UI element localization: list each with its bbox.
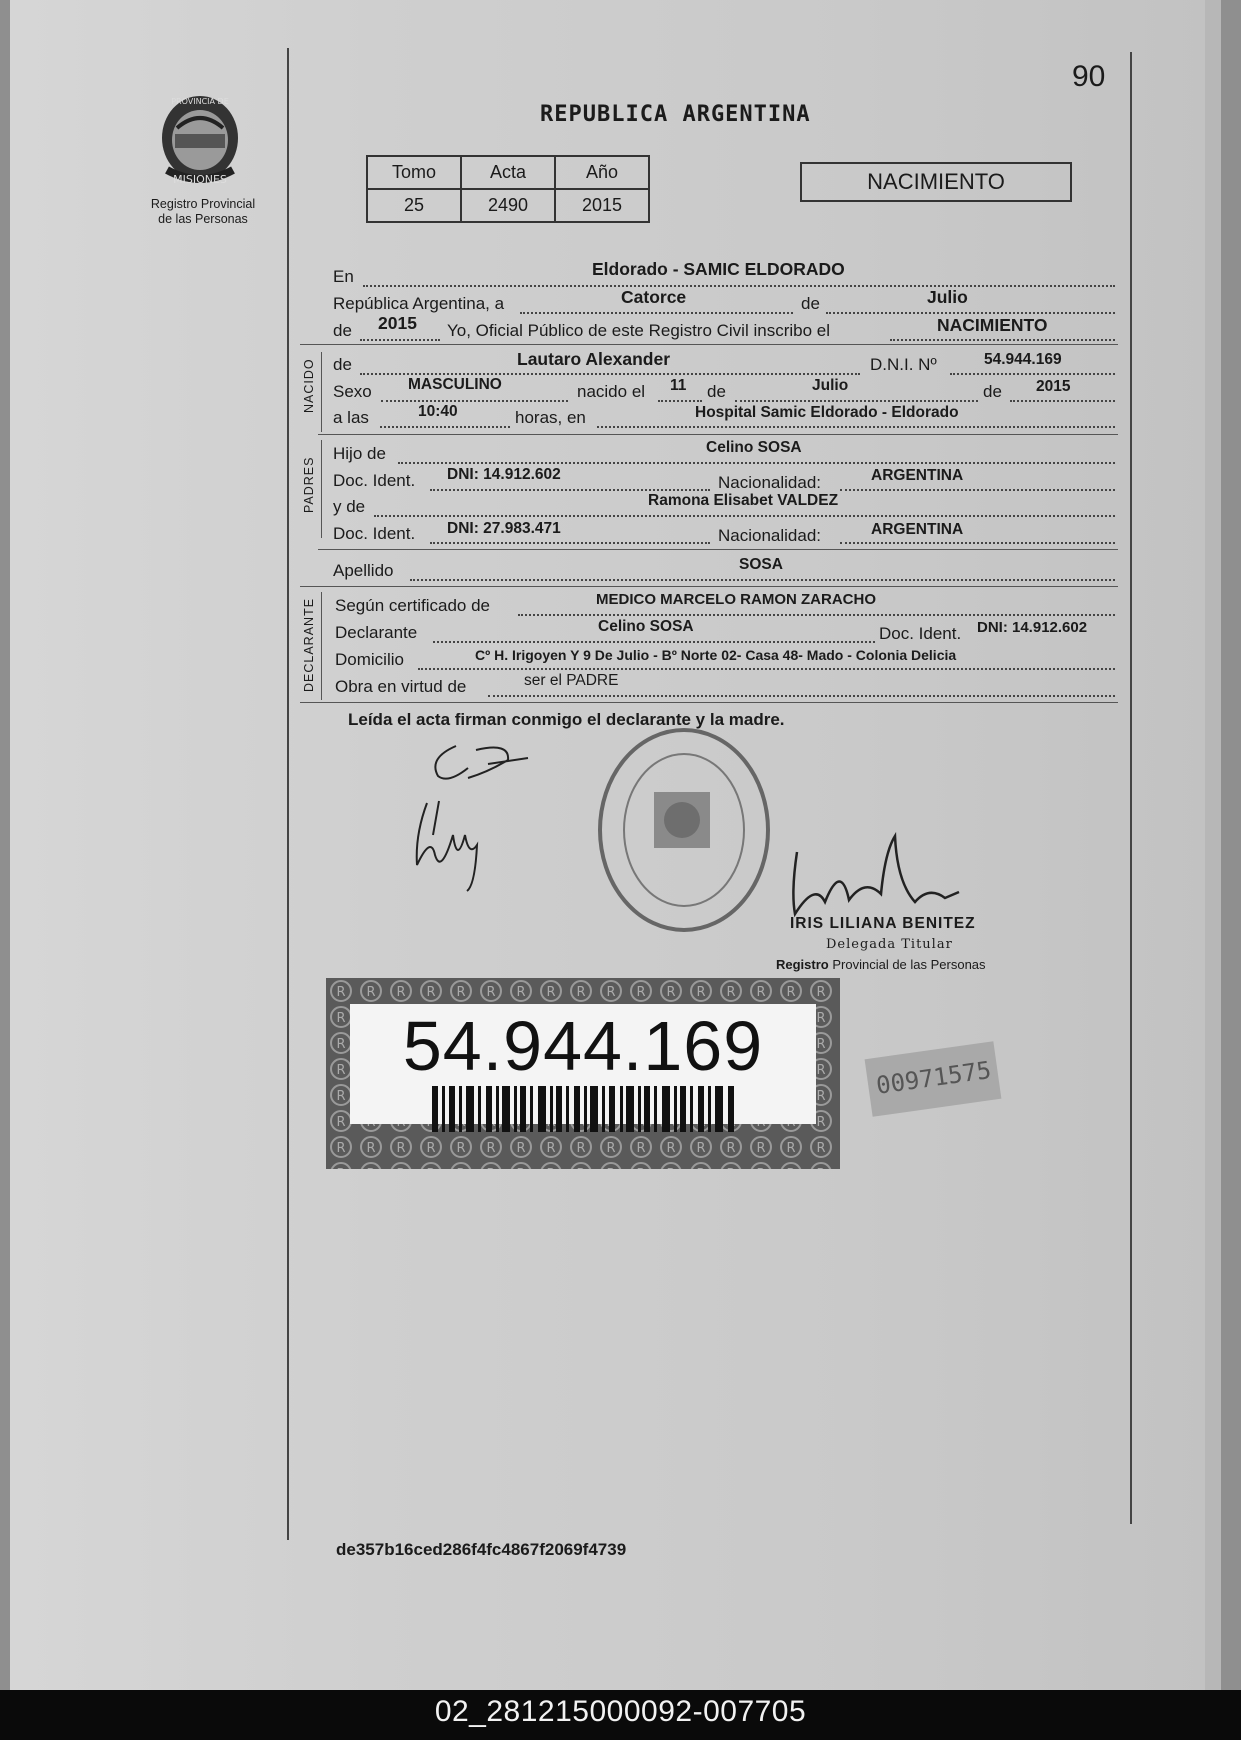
dotted-line [840,489,1115,491]
registry-table-header-row [367,156,649,189]
domicilio-value: Cº H. Irigoyen Y 9 De Julio - Bº Norte 02- Casa 48- Mado - Colonia Delicia [475,647,957,663]
dotted-line [518,614,1115,616]
dotted-line [890,339,1115,341]
country-title: REPUBLICA ARGENTINA [540,102,811,127]
dotted-line [360,373,860,375]
birth-year-value: 2015 [1036,378,1071,395]
signer-org-rest: Provincial de las Personas [828,957,986,972]
place-value: Eldorado - SAMIC ELDORADO [592,259,845,279]
de-label: de [801,294,820,313]
apellido-label: Apellido [333,561,394,580]
registry-table [366,155,650,223]
dotted-line [381,400,568,402]
control-number: 00971575 [874,1055,993,1100]
signer-org-bold: Registro [776,957,829,972]
misiones-crest-logo [153,90,247,190]
domicilio-label: Domicilio [335,650,404,669]
father-name-value: Celino SOSA [706,439,802,456]
dotted-line [826,312,1115,314]
declarante-name-value: Celino SOSA [598,618,694,635]
dotted-line [418,668,1115,670]
de-year-label-2: de [983,382,1002,401]
obra-value: ser el PADRE [524,672,619,689]
hijo-de-label: Hijo de [333,444,386,463]
acta-value: 2490 [461,189,555,222]
registry-seal [594,720,774,940]
anio-header: Año [555,156,649,189]
inscribo-text: Yo, Oficial Público de este Registro Civil inscribo el [447,321,830,340]
a-las-label: a las [333,408,369,427]
sexo-label: Sexo [333,382,372,401]
dotted-line [380,426,510,428]
tomo-value: 25 [367,189,461,222]
republica-label: República Argentina, a [333,294,505,313]
dotted-line [488,695,1115,697]
closing-statement: Leída el acta firman conmigo el declarante y la madre. [348,710,785,729]
birth-day-value: 11 [670,377,687,394]
declarant-signature [428,738,538,788]
svg-text:PROVINCIA DE: PROVINCIA DE [171,97,229,106]
svg-text:MISIONES: MISIONES [173,173,227,186]
nacido-de-label: de [333,355,352,374]
obra-label: Obra en virtud de [335,677,467,696]
dotted-line [840,542,1115,544]
dni-label-number: 54.944.169 [402,1007,764,1085]
signer-organization [776,957,986,972]
de-month-label: de [707,382,726,401]
father-nationality-label: Nacionalidad: [718,473,822,492]
certificado-value: MEDICO MARCELO RAMON ZARACHO [596,591,876,608]
mother-signature [405,795,505,895]
nacido-section-label: NACIDO [302,358,316,413]
declarante-section-bar [321,592,322,700]
mother-doc-value: DNI: 27.983.471 [447,520,561,537]
document-hash: de357b16ced286f4fc4867f2069f4739 [336,1540,627,1559]
de-year-label: de [333,321,352,340]
mother-nationality-label: Nacionalidad: [718,526,822,545]
dni-label-panel [350,1004,816,1124]
dotted-line [410,579,1115,581]
dotted-line [430,542,710,544]
padres-section-label: PADRES [302,456,316,513]
birth-month-value: Julio [812,377,849,394]
act-type-box: NACIMIENTO [800,162,1072,202]
day-word-value: Catorce [621,287,687,307]
footer-id: 02_281215000092-007705 [434,1695,807,1728]
dotted-line [1010,400,1115,402]
section-divider [318,549,1118,550]
act-word-value: NACIMIENTO [937,315,1048,335]
father-nationality-value: ARGENTINA [871,467,964,484]
sexo-value: MASCULINO [408,376,502,393]
signer-name: IRIS LILIANA BENITEZ [790,915,976,932]
signer-role: Delegada Titular [826,937,953,952]
tomo-header: Tomo [367,156,461,189]
horas-label: horas, en [515,408,586,427]
mother-name-value: Ramona Elisabet VALDEZ [648,492,839,509]
en-label: En [333,267,354,286]
father-doc-value: DNI: 14.912.602 [447,466,561,483]
dni-barcode-label [326,978,840,1169]
declarante-label: Declarante [335,623,418,642]
section-divider [300,702,1118,703]
certificado-label: Según certificado de [335,596,490,615]
child-dni-value: 54.944.169 [984,351,1062,368]
dotted-line [433,641,875,643]
page-edge [1205,0,1221,1690]
anio-value: 2015 [555,189,649,222]
section-divider [300,586,1118,587]
dotted-line [520,312,793,314]
dni-label: D.N.I. Nº [870,355,937,374]
right-margin-line [1130,52,1132,1524]
section-divider [318,434,1118,435]
dotted-line [735,400,978,402]
registry-caption-line-1: Registro Provincial [150,197,256,211]
apellido-value: SOSA [739,556,783,573]
registry-table-value-row [367,189,649,222]
dotted-line [363,285,1115,287]
barcode [432,1086,736,1132]
left-margin-line [287,48,289,1540]
child-name-value: Lautaro Alexander [517,349,671,369]
father-doc-label: Doc. Ident. [333,471,416,490]
nacido-section-bar [321,352,322,432]
y-de-label: y de [333,497,366,516]
dotted-line [360,339,440,341]
dotted-line [430,489,710,491]
birth-place-value: Hospital Samic Eldorado - Eldorado [695,404,959,421]
dotted-line [398,462,1115,464]
month-value: Julio [927,287,968,307]
acta-header: Acta [461,156,555,189]
year-value: 2015 [378,313,417,333]
declarante-doc-value: DNI: 14.912.602 [977,619,1088,636]
registry-caption [138,197,268,227]
official-signature [785,832,965,922]
declarante-section-label: DECLARANTE [302,597,316,692]
birth-time-value: 10:40 [418,403,458,420]
padres-section-bar [321,440,322,538]
page-number: 90 [1072,60,1106,93]
dotted-line [950,373,1115,375]
registry-caption-line-2: de las Personas [158,212,248,226]
declarante-doc-label: Doc. Ident. [879,624,962,643]
dotted-line [374,515,1115,517]
mother-nationality-value: ARGENTINA [871,521,964,538]
dotted-line [597,426,1115,428]
section-divider [300,344,1118,345]
dotted-line [658,400,702,402]
mother-doc-label: Doc. Ident. [333,524,416,543]
nacido-el-label: nacido el [577,382,646,401]
